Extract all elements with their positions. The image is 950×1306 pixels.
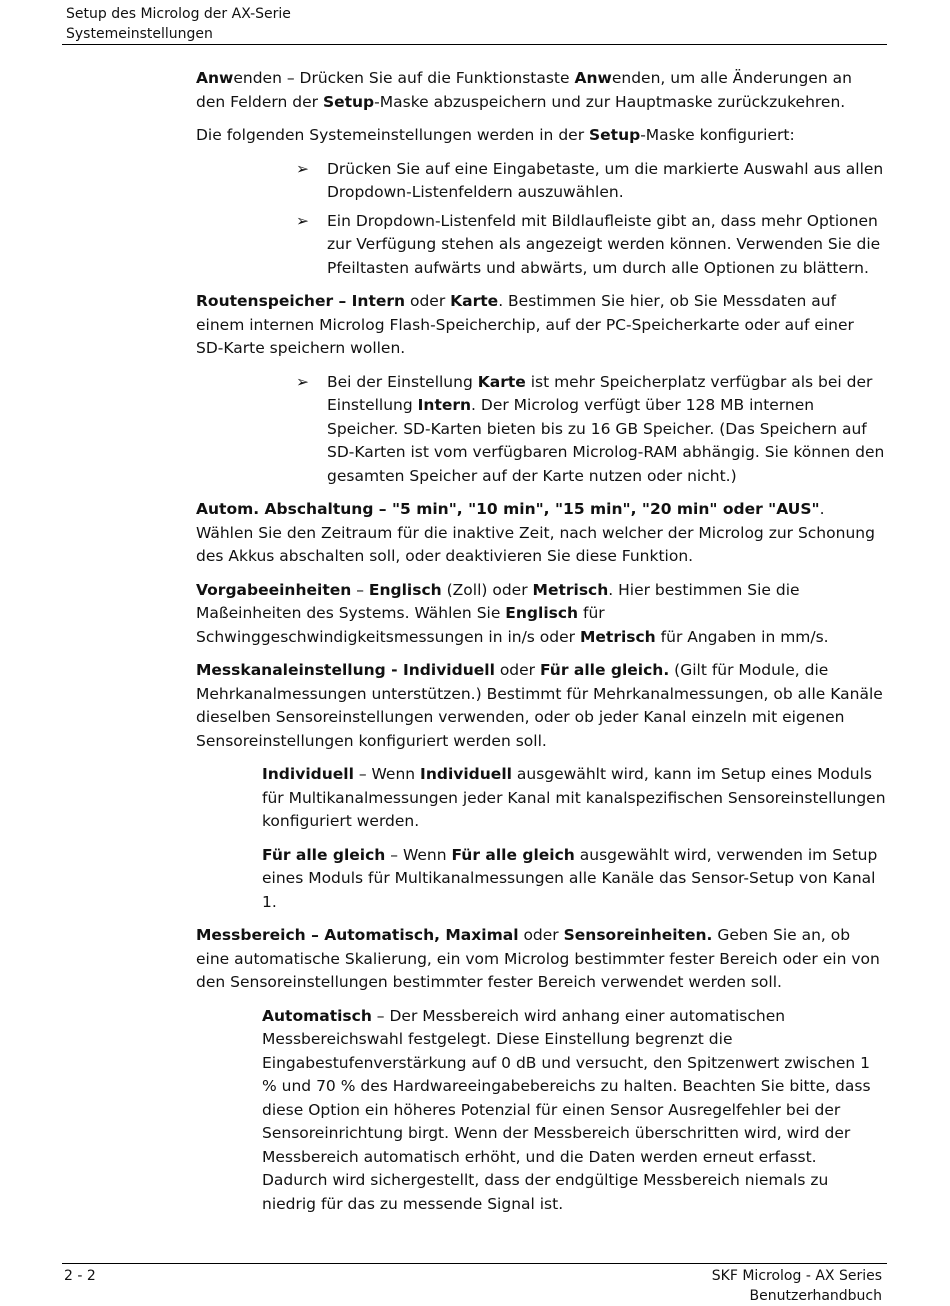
paragraph-fuer-alle-gleich: Für alle gleich – Wenn Für alle gleich ausgewählt wird, verwenden im Setup eines Moduls für Multikanalmessungen alle Kanäle das Sensor-Setup von Kanal 1. xyxy=(262,845,878,911)
paragraph-vorgabeeinheiten: Vorgabeeinheiten – Englisch (Zoll) oder Metrisch. Hier bestimmen Sie die Maßeinheiten des Systems. Wählen Sie Englisch für Schwinggeschwindigkeitsmessungen in in/s oder Metrisch für Angaben in mm/s. xyxy=(196,580,829,646)
arrow-bullet-icon: ➢ xyxy=(296,211,309,230)
paragraph-routenspeicher: Routenspeicher – Intern oder Karte. Bestimmen Sie hier, ob Sie Messdaten auf einem internen Microlog Flash-Speicherchip, auf der PC-Speicherkarte oder auf einer SD-Karte speichern wollen. xyxy=(196,292,854,357)
page-number: 2 - 2 xyxy=(64,1268,96,1284)
header-title: Setup des Microlog der AX-Serie xyxy=(66,6,291,22)
arrow-bullet-icon: ➢ xyxy=(296,372,309,391)
paragraph-abschaltung: Autom. Abschaltung – "5 min", "10 min", "15 min", "20 min" oder "AUS". Wählen Sie den Zeitraum für die inaktive Zeit, nach welcher der Microlog zur Schonung des Akkus abschalten soll, oder deaktivieren Sie diese Funktion. xyxy=(196,500,875,565)
footer-rule xyxy=(62,1263,887,1264)
footer-product: SKF Microlog - AX Series xyxy=(711,1268,882,1284)
paragraph-anwenden: Anwenden – Drücken Sie auf die Funktionstaste Anwenden, um alle Änderungen an den Feldern der Setup-Maske abzuspeichern und zur Hauptmaske zurückzukehren. xyxy=(196,69,852,111)
header-section: Systemeinstellungen xyxy=(66,26,213,42)
footer-manual: Benutzerhandbuch xyxy=(749,1288,882,1304)
bullet-item: ➢ Drücken Sie auf eine Eingabetaste, um die markierte Auswahl aus allen Dropdown-Listenfeldern auszuwählen. xyxy=(296,159,884,201)
paragraph-intro: Die folgenden Systemeinstellungen werden in der Setup-Maske konfiguriert: xyxy=(196,126,795,144)
bullet-item: ➢ Ein Dropdown-Listenfeld mit Bildlaufleiste gibt an, dass mehr Optionen zur Verfügung stehen als angezeigt werden können. Verwenden Sie die Pfeiltasten aufwärts und abwärts, um durch alle Optionen zu blättern. xyxy=(296,211,881,277)
paragraph-messkanaleinstellung: Messkanaleinstellung - Individuell oder Für alle gleich. (Gilt für Module, die Mehrkanalmessungen unterstützen.) Bestimmt für Mehrkanalmessungen, ob alle Kanäle dieselben Sensoreinstellungen verwenden, oder ob jeder Kanal einzeln mit eigenen Sensoreinstellungen konfiguriert werden soll. xyxy=(196,661,883,750)
paragraph-automatisch: Automatisch – Der Messbereich wird anhang einer automatischen Messbereichswahl festgelegt. Diese Einstellung begrenzt die Eingabestufenverstärkung auf 0 dB und versucht, den Spitzenwert zwischen 1 % und 70 % des Hardwareeingabebereichs zu halten. Beachten Sie bitte, dass diese Option ein höheres Potenzial für einen Sensor Ausregelfehler bei der Sensoreinrichtung birgt. Wenn der Messbereich überschritten wird, wird der Messbereich automatisch erhöht, und die Daten werden erneut erfasst. Dadurch wird sichergestellt, dass der endgültige Messbereich niemals zu niedrig für das zu messende Signal ist. xyxy=(262,1006,871,1213)
page-body xyxy=(196,67,886,1226)
footer-document-info xyxy=(712,1266,882,1306)
paragraph-messbereich: Messbereich – Automatisch, Maximal oder Sensoreinheiten. Geben Sie an, ob eine automatische Skalierung, ein vom Microlog bestimmter fester Bereich oder ein von den Sensoreinstellungen bestimmter fester Bereich verwendet werden soll. xyxy=(196,926,880,991)
bullet-item: ➢ Bei der Einstellung Karte ist mehr Speicherplatz verfügbar als bei der Einstellung Intern. Der Microlog verfügt über 128 MB internen Speicher. SD-Karten bieten bis zu 16 GB Speicher. (Das Speichern auf SD-Karten ist vom verfügbaren Microlog-RAM abhängig. Sie können den gesamten Speicher auf der Karte nutzen oder nicht.) xyxy=(296,372,885,485)
intro-bullet-list xyxy=(196,158,886,281)
karte-bullet-list xyxy=(196,371,886,489)
page-header xyxy=(66,4,291,44)
arrow-bullet-icon: ➢ xyxy=(296,159,309,178)
paragraph-individuell: Individuell – Wenn Individuell ausgewählt wird, kann im Setup eines Moduls für Multikanalmessungen jeder Kanal mit kanalspezifischen Sensoreinstellungen konfiguriert werden. xyxy=(262,765,886,830)
header-rule xyxy=(62,44,887,45)
